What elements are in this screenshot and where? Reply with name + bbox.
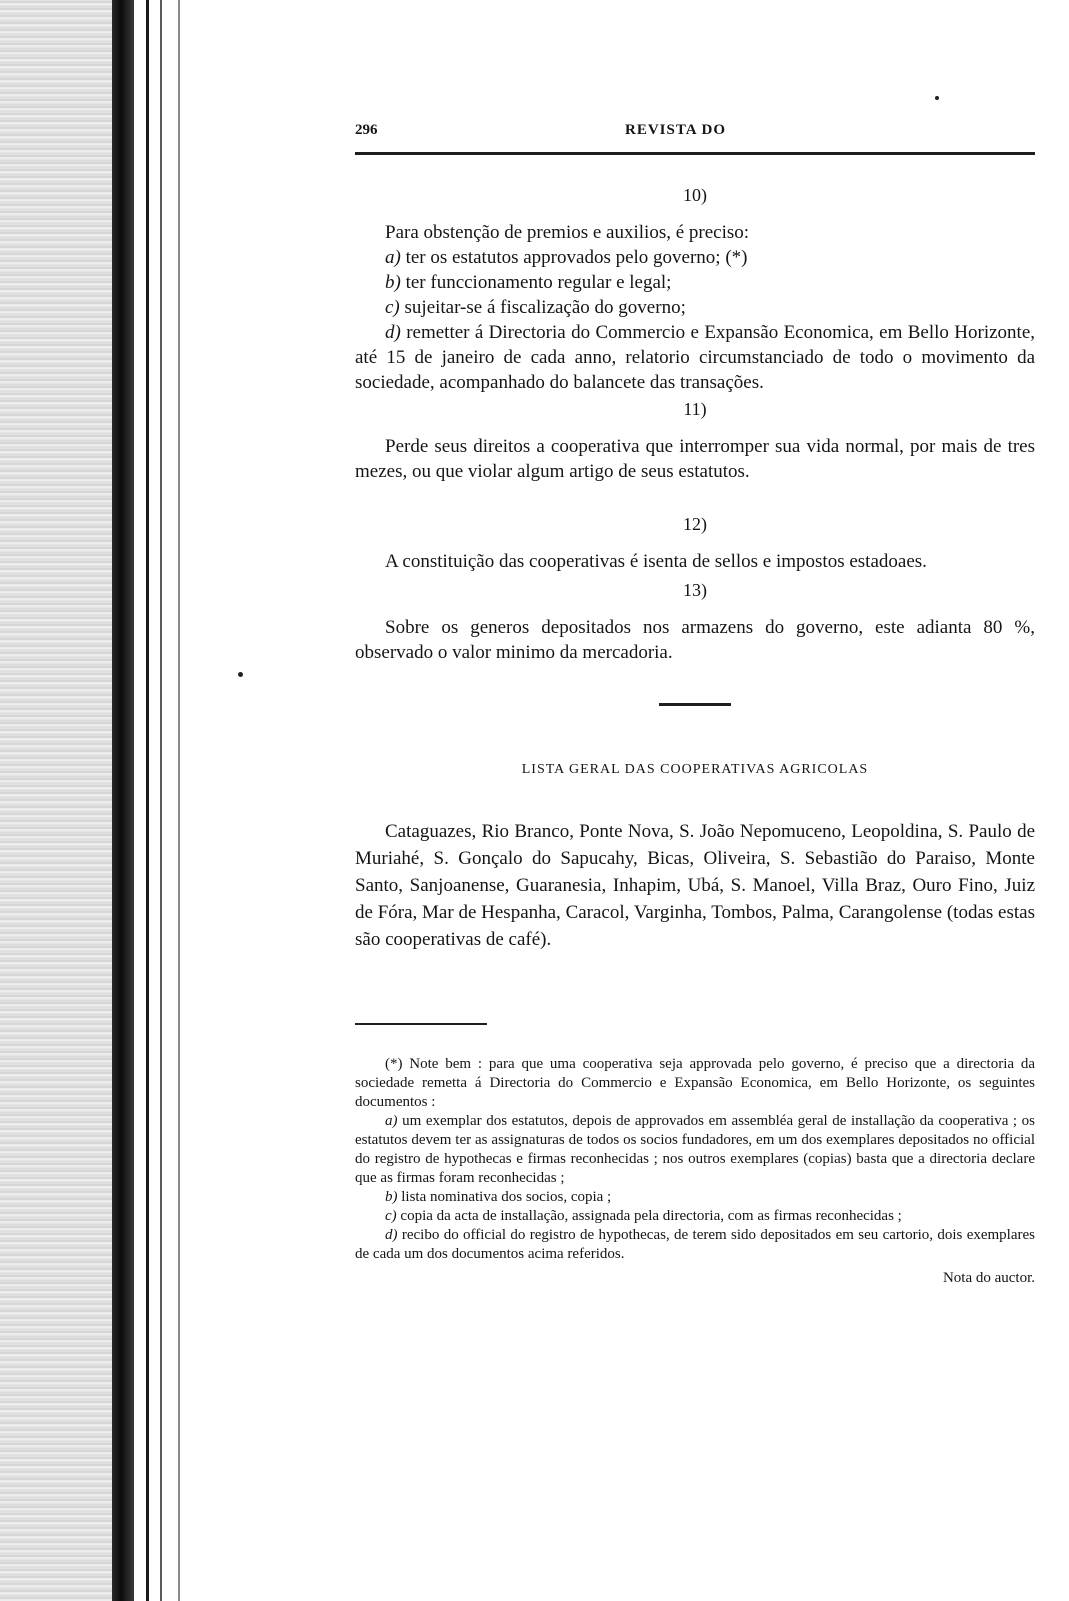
item-letter: d) — [385, 1227, 398, 1243]
list-item — [355, 270, 1035, 295]
item-letter: a) — [385, 247, 401, 268]
item-text: um exemplar dos estatutos, depois de approvados em assembléa geral de installação da cooperativa ; os estatutos devem ter as assignaturas de todos os socios fundadores, em um dos exemplares depositados no official do registro de hypothecas e firmas reconhecidas ; nos outros exemplares (copias) basta que a directoria declare que as firmas foram reconhecidas ; — [355, 1113, 1036, 1186]
footnote-rule — [355, 1023, 487, 1025]
binding-line — [160, 0, 162, 1601]
section-intro: Para obstenção de premios e auxilios, é preciso: — [385, 222, 750, 243]
running-head — [355, 118, 1035, 155]
page — [355, 118, 1035, 1287]
item-letter: b) — [385, 1189, 398, 1205]
item-text: recibo do official do registro de hypothecas, de terem sido depositados em seu cartorio, dois exemplares de cada um dos documentos acima referidos. — [355, 1227, 1036, 1262]
binding-line — [178, 0, 180, 1601]
section-number: 11) — [683, 399, 707, 419]
list-item — [355, 245, 1035, 270]
item-letter: c) — [385, 1208, 397, 1224]
item-text: sujeitar-se á fiscalização do governo; — [404, 297, 686, 318]
list-item — [355, 295, 1035, 320]
item-letter: c) — [385, 297, 400, 318]
section-number: 10) — [683, 185, 707, 205]
scan-speck — [238, 672, 243, 677]
book-spine — [112, 0, 134, 1601]
section-number: 13) — [683, 580, 707, 600]
footnote-item — [355, 1226, 1035, 1264]
item-letter: d) — [385, 322, 401, 343]
item-letter: a) — [385, 1113, 398, 1129]
footnote-intro: (*) Note bem : para que uma cooperativa seja approvada pelo governo, é preciso que a directoria da sociedade remetta á Directoria do Commercio e Expansão Economica, em Bello Horizonte, os seguintes documentos : — [355, 1056, 1035, 1110]
section-number: 12) — [683, 514, 707, 534]
item-text: ter funccionamento regular e legal; — [405, 272, 672, 293]
footnote-item — [355, 1112, 1035, 1188]
list-title: LISTA GERAL DAS COOPERATIVAS AGRICOLAS — [521, 762, 869, 777]
binding-line — [146, 0, 149, 1601]
item-text: copia da acta de installação, assignada pela directoria, com as firmas reconhecidas ; — [400, 1208, 902, 1224]
item-text: ter os estatutos approvados pelo governo; (*) — [405, 247, 748, 268]
footnote-item — [355, 1188, 1035, 1207]
scan-speck — [935, 96, 939, 100]
item-letter: b) — [385, 272, 401, 293]
section-separator — [659, 703, 731, 706]
journal-title: REVISTA DO — [625, 122, 726, 138]
page-number: 296 — [355, 122, 378, 138]
list-item — [355, 320, 1035, 395]
footnote-item — [355, 1207, 1035, 1226]
footnote-signature: Nota do auctor. — [942, 1270, 1035, 1286]
section-text: Perde seus direitos a cooperativa que interromper sua vida normal, por mais de tres mezes, ou que violar algum artigo de seus estatutos. — [355, 436, 1035, 482]
item-text: lista nominativa dos socios, copia ; — [401, 1189, 612, 1205]
section-text: A constituição das cooperativas é isenta de sellos e impostos estadoaes. — [385, 551, 927, 572]
item-text: remetter á Directoria do Commercio e Expansão Economica, em Bello Horizonte, até 15 de janeiro de cada anno, relatorio circumstanciado de todo o movimento da sociedade, acompanhado do balancete das transações. — [355, 322, 1035, 393]
cooperatives-list: Cataguazes, Rio Branco, Ponte Nova, S. João Nepomuceno, Leopoldina, S. Paulo de Muriahé, S. Gonçalo do Sapucahy, Bicas, Oliveira, S. Sebastião do Paraiso, Monte Santo, Sanjoanense, Guaranesia, Inhapim, Ubá, S. Manoel, Villa Braz, Ouro Fino, Juiz de Fóra, Mar de Hespanha, Caracol, Varginha, Tombos, Palma, Carangolense (todas estas são cooperativas de café). — [355, 821, 1035, 950]
section-text: Sobre os generos depositados nos armazens do governo, este adianta 80 %, observado o valor minimo da mercadoria. — [355, 617, 1035, 663]
scanned-page-edge — [0, 0, 118, 1601]
